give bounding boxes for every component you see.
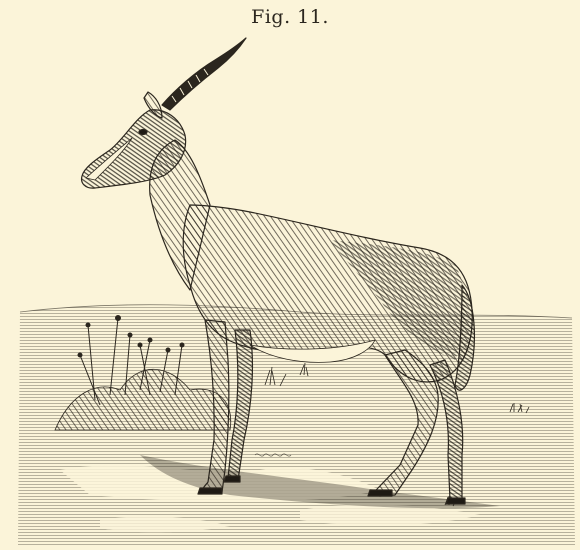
figure-caption: Fig. 11. — [251, 6, 329, 28]
